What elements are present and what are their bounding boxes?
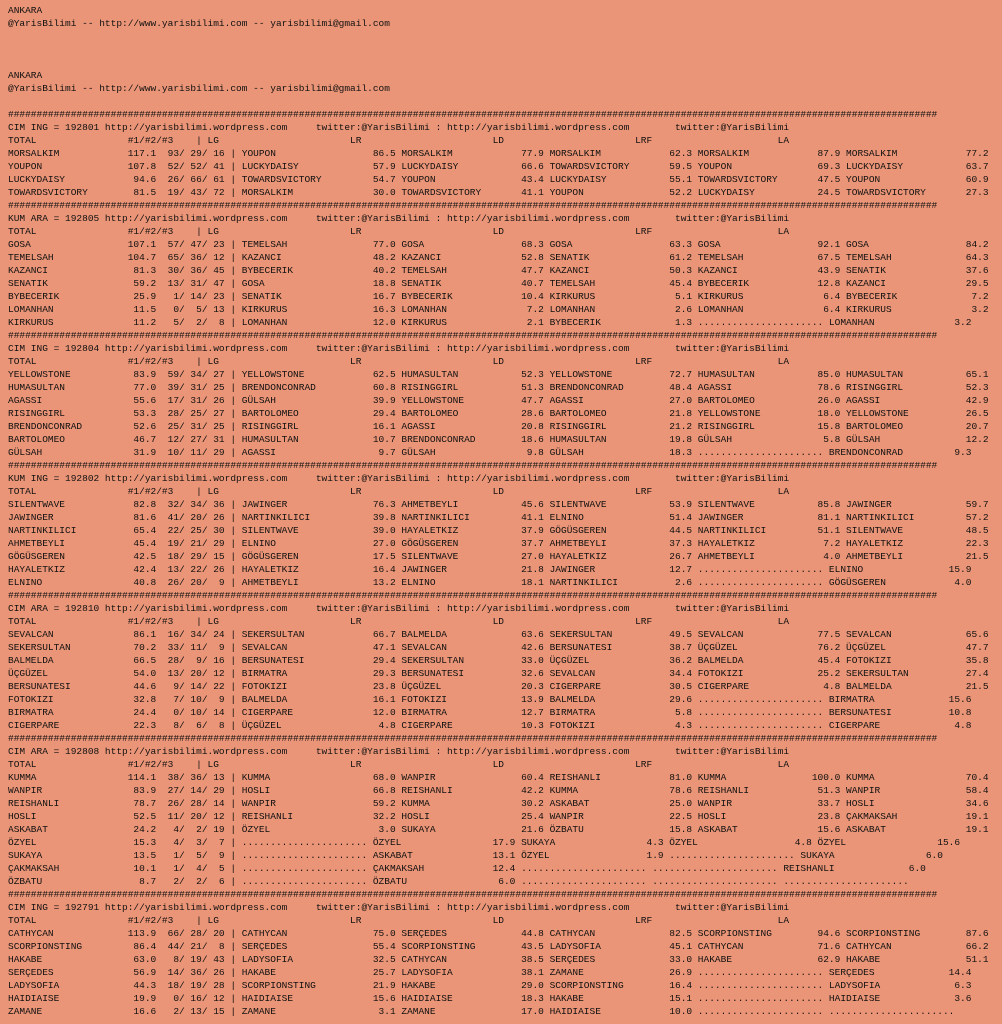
report-line: KUM ING = 192802 http://yarisbilimi.wordpress.com twitter:@YarisBilimi : http://yarisbilimi.wordpress.com twitter:@YarisBilimi xyxy=(8,473,790,484)
report-line: ELNINO 40.8 26/ 20/ 9 | AHMETBEYLI 13.2 ELNINO 18.1 NARTINKILICI 2.6 ...................... GÖGÜSGEREN 4.0 xyxy=(8,577,972,588)
separator-line: ################################################################################################################################################################### xyxy=(8,330,938,341)
report-line: SENATIK 59.2 13/ 31/ 47 | GOSA 18.8 SENATIK 40.7 TEMELSAH 45.4 BYBECERIK 12.8 KAZANCI 29.5 xyxy=(8,278,989,289)
report-line: CIM ARA = 192808 http://yarisbilimi.wordpress.com twitter:@YarisBilimi : http://yarisbilimi.wordpress.com twitter:@YarisBilimi xyxy=(8,746,790,757)
report-line: CIGERPARE 22.3 8/ 6/ 8 | ÜÇGÜZEL 4.8 CIGERPARE 10.3 FOTOKIZI 4.3 ...................... CIGERPARE 4.8 xyxy=(8,720,972,731)
report-line: SERÇEDES 56.9 14/ 36/ 26 | HAKABE 25.7 LADYSOFIA 38.1 ZAMANE 26.9 ...................... SERÇEDES 14.4 xyxy=(8,967,972,978)
report-line: ÜÇGÜZEL 54.0 13/ 20/ 12 | BIRMATRA 29.3 BERSUNATESI 32.6 SEVALCAN 34.4 FOTOKIZI 25.2 SEKERSULTAN 27.4 xyxy=(8,668,989,679)
report-line: BIRMATRA 24.4 0/ 10/ 14 | CIGERPARE 12.0 BIRMATRA 12.7 BIRMATRA 5.8 ...................... BERSUNATESI 10.8 xyxy=(8,707,972,718)
report-line: KUMMA 114.1 38/ 36/ 13 | KUMMA 68.0 WANPIR 60.4 REISHANLI 81.0 KUMMA 100.0 KUMMA 70.4 xyxy=(8,772,989,783)
report-line: ANKARA xyxy=(8,5,43,16)
report-line: TOTAL #1/#2/#3 | LG LR LD LRF LA xyxy=(8,759,790,770)
separator-line: ################################################################################################################################################################### xyxy=(8,733,938,744)
report-line: TOTAL #1/#2/#3 | LG LR LD LRF LA xyxy=(8,226,790,237)
report-line: HAKABE 63.0 8/ 19/ 43 | LADYSOFIA 32.5 CATHYCAN 38.5 SERÇEDES 33.0 HAKABE 62.9 HAKABE 51.1 xyxy=(8,954,989,965)
report-line: HUMASULTAN 77.0 39/ 31/ 25 | BRENDONCONRAD 60.8 RISINGGIRL 51.3 BRENDONCONRAD 48.4 AGASSI 78.6 RISINGGIRL 52.3 xyxy=(8,382,989,393)
report-line: GÖGÜSGEREN 42.5 18/ 29/ 15 | GÖGÜSGEREN 17.5 SILENTWAVE 27.0 HAYALETKIZ 26.7 AHMETBEYLI 4.0 AHMETBEYLI 21.5 xyxy=(8,551,989,562)
report-line: @YarisBilimi -- http://www.yarisbilimi.com -- yarisbilimi@gmail.com xyxy=(8,18,390,29)
report-line: HOSLI 52.5 11/ 20/ 12 | REISHANLI 32.2 HOSLI 25.4 WANPIR 22.5 HOSLI 23.8 ÇAKMAKSAH 19.1 xyxy=(8,811,989,822)
report-line: SILENTWAVE 82.8 32/ 34/ 36 | JAWINGER 76.3 AHMETBEYLI 45.6 SILENTWAVE 53.9 SILENTWAVE 85.8 JAWINGER 59.7 xyxy=(8,499,989,510)
report-line: HAIDIAISE 19.9 0/ 16/ 12 | HAIDIAISE 15.6 HAIDIAISE 18.3 HAKABE 15.1 ...................... HAIDIAISE 3.6 xyxy=(8,993,972,1004)
report-line: JAWINGER 81.6 41/ 20/ 26 | NARTINKILICI 39.8 NARTINKILICI 41.1 ELNINO 51.4 JAWINGER 81.1 NARTINKILICI 57.2 xyxy=(8,512,989,523)
race-report-text xyxy=(8,4,989,1018)
separator-line: ################################################################################################################################################################### xyxy=(8,109,938,120)
report-line: AGASSI 55.6 17/ 31/ 26 | GÜLSAH 39.9 YELLOWSTONE 47.7 AGASSI 27.0 BARTOLOMEO 26.0 AGASSI 42.9 xyxy=(8,395,989,406)
report-line: BARTOLOMEO 46.7 12/ 27/ 31 | HUMASULTAN 10.7 BRENDONCONRAD 18.6 HUMASULTAN 19.8 GÜLSAH 5.8 GÜLSAH 12.2 xyxy=(8,434,989,445)
report-line: ANKARA xyxy=(8,70,43,81)
report-line: @YarisBilimi -- http://www.yarisbilimi.com -- yarisbilimi@gmail.com xyxy=(8,83,390,94)
report-line: ZAMANE 16.6 2/ 13/ 15 | ZAMANE 3.1 ZAMANE 17.0 HAIDIAISE 10.0 ...................... ...................... xyxy=(8,1006,955,1017)
report-line: TOTAL #1/#2/#3 | LG LR LD LRF LA xyxy=(8,616,790,627)
report-line: LADYSOFIA 44.3 18/ 19/ 28 | SCORPIONSTING 21.9 HAKABE 29.0 SCORPIONSTING 16.4 ...................... LADYSOFIA 6.3 xyxy=(8,980,972,991)
report-line: KAZANCI 81.3 30/ 36/ 45 | BYBECERIK 40.2 TEMELSAH 47.7 KAZANCI 50.3 KAZANCI 43.9 SENATIK 37.6 xyxy=(8,265,989,276)
report-line: HAYALETKIZ 42.4 13/ 22/ 26 | HAYALETKIZ 16.4 JAWINGER 21.8 JAWINGER 12.7 ...................... ELNINO 15.9 xyxy=(8,564,972,575)
report-line: TOTAL #1/#2/#3 | LG LR LD LRF LA xyxy=(8,356,790,367)
report-line: REISHANLI 78.7 26/ 28/ 14 | WANPIR 59.2 KUMMA 30.2 ASKABAT 25.0 WANPIR 33.7 HOSLI 34.6 xyxy=(8,798,989,809)
report-line: ÖZYEL 15.3 4/ 3/ 7 | ...................... ÖZYEL 17.9 SUKAYA 4.3 ÖZYEL 4.8 ÖZYEL 15.6 xyxy=(8,837,961,848)
report-line xyxy=(8,43,989,56)
report-line: TOTAL #1/#2/#3 | LG LR LD LRF LA xyxy=(8,135,790,146)
report-line: CIM ING = 192801 http://yarisbilimi.wordpress.com twitter:@YarisBilimi : http://yarisbilimi.wordpress.com twitter:@YarisBilimi xyxy=(8,122,790,133)
report-line: TEMELSAH 104.7 65/ 36/ 12 | KAZANCI 48.2 KAZANCI 52.8 SENATIK 61.2 TEMELSAH 67.5 TEMELSAH 64.3 xyxy=(8,252,989,263)
report-line: WANPIR 83.9 27/ 14/ 29 | HOSLI 66.8 REISHANLI 42.2 KUMMA 78.6 REISHANLI 51.3 WANPIR 58.4 xyxy=(8,785,989,796)
report-line: FOTOKIZI 32.8 7/ 10/ 9 | BALMELDA 16.1 FOTOKIZI 13.9 BALMELDA 29.6 ...................... BIRMATRA 15.6 xyxy=(8,694,972,705)
separator-line: ################################################################################################################################################################### xyxy=(8,200,938,211)
report-line: LOMANHAN 11.5 0/ 5/ 13 | KIRKURUS 16.3 LOMANHAN 7.2 LOMANHAN 2.6 LOMANHAN 6.4 KIRKURUS 3.2 xyxy=(8,304,989,315)
report-line: SUKAYA 13.5 1/ 5/ 9 | ...................... ASKABAT 13.1 ÖZYEL 1.9 ...................... SUKAYA 6.0 xyxy=(8,850,943,861)
report-line: CIM ARA = 192810 http://yarisbilimi.wordpress.com twitter:@YarisBilimi : http://yarisbilimi.wordpress.com twitter:@YarisBilimi xyxy=(8,603,790,614)
report-line: SCORPIONSTING 86.4 44/ 21/ 8 | SERÇEDES 55.4 SCORPIONSTING 43.5 LADYSOFIA 45.1 CATHYCAN 71.6 CATHYCAN 66.2 xyxy=(8,941,989,952)
report-line: CIM ING = 192791 http://yarisbilimi.wordpress.com twitter:@YarisBilimi : http://yarisbilimi.wordpress.com twitter:@YarisBilimi xyxy=(8,902,790,913)
report-line: BERSUNATESI 44.6 9/ 14/ 22 | FOTOKIZI 23.8 ÜÇGÜZEL 20.3 CIGERPARE 30.5 CIGERPARE 4.8 BALMELDA 21.5 xyxy=(8,681,989,692)
report-line: KUM ARA = 192805 http://yarisbilimi.wordpress.com twitter:@YarisBilimi : http://yarisbilimi.wordpress.com twitter:@YarisBilimi xyxy=(8,213,790,224)
report-line: CATHYCAN 113.9 66/ 28/ 20 | CATHYCAN 75.0 SERÇEDES 44.8 CATHYCAN 82.5 SCORPIONSTING 94.6 SCORPIONSTING 87.6 xyxy=(8,928,989,939)
report-line: CIM ING = 192804 http://yarisbilimi.wordpress.com twitter:@YarisBilimi : http://yarisbilimi.wordpress.com twitter:@YarisBilimi xyxy=(8,343,790,354)
report-line: BRENDONCONRAD 52.6 25/ 31/ 25 | RISINGGIRL 16.1 AGASSI 20.8 RISINGGIRL 21.2 RISINGGIRL 15.8 BARTOLOMEO 20.7 xyxy=(8,421,989,432)
report-line xyxy=(8,56,989,69)
report-line: KIRKURUS 11.2 5/ 2/ 8 | LOMANHAN 12.0 KIRKURUS 2.1 BYBECERIK 1.3 ...................... LOMANHAN 3.2 xyxy=(8,317,972,328)
report-line: AHMETBEYLI 45.4 19/ 21/ 29 | ELNINO 27.0 GÖGÜSGEREN 37.7 AHMETBEYLI 37.3 HAYALETKIZ 7.2 HAYALETKIZ 22.3 xyxy=(8,538,989,549)
report-line: BALMELDA 66.5 28/ 9/ 16 | BERSUNATESI 29.4 SEKERSULTAN 33.0 ÜÇGÜZEL 36.2 BALMELDA 45.4 FOTOKIZI 35.8 xyxy=(8,655,989,666)
report-line: TOTAL #1/#2/#3 | LG LR LD LRF LA xyxy=(8,486,790,497)
separator-line: ################################################################################################################################################################### xyxy=(8,889,938,900)
report-line: YELLOWSTONE 83.9 59/ 34/ 27 | YELLOWSTONE 62.5 HUMASULTAN 52.3 YELLOWSTONE 72.7 HUMASULTAN 85.0 HUMASULTAN 65.1 xyxy=(8,369,989,380)
report-line xyxy=(8,95,989,108)
report-line: GOSA 107.1 57/ 47/ 23 | TEMELSAH 77.0 GOSA 68.3 GOSA 63.3 GOSA 92.1 GOSA 84.2 xyxy=(8,239,989,250)
separator-line: ################################################################################################################################################################### xyxy=(8,460,938,471)
report-line: ASKABAT 24.2 4/ 2/ 19 | ÖZYEL 3.0 SUKAYA 21.6 ÖZBATU 15.8 ASKABAT 15.6 ASKABAT 19.1 xyxy=(8,824,989,835)
report-line: SEVALCAN 86.1 16/ 34/ 24 | SEKERSULTAN 66.7 BALMELDA 63.6 SEKERSULTAN 49.5 SEVALCAN 77.5 SEVALCAN 65.6 xyxy=(8,629,989,640)
report-line: RISINGGIRL 53.3 28/ 25/ 27 | BARTOLOMEO 29.4 BARTOLOMEO 28.6 BARTOLOMEO 21.8 YELLOWSTONE 18.0 YELLOWSTONE 26.5 xyxy=(8,408,989,419)
separator-line: ################################################################################################################################################################### xyxy=(8,590,938,601)
report-line xyxy=(8,30,989,43)
report-line: TOWARDSVICTORY 81.5 19/ 43/ 72 | MORSALKIM 30.0 TOWARDSVICTORY 41.1 YOUPON 52.2 LUCKYDAISY 24.5 TOWARDSVICTORY 27.3 xyxy=(8,187,989,198)
report-line: GÜLSAH 31.9 10/ 11/ 29 | AGASSI 9.7 GÜLSAH 9.8 GÜLSAH 18.3 ...................... BRENDONCONRAD 9.3 xyxy=(8,447,972,458)
report-line: TOTAL #1/#2/#3 | LG LR LD LRF LA xyxy=(8,915,790,926)
report-line: ÇAKMAKSAH 10.1 1/ 4/ 5 | ...................... ÇAKMAKSAH 12.4 ...................... ...................... REISHANLI 6.0 xyxy=(8,863,926,874)
report-line: BYBECERIK 25.9 1/ 14/ 23 | SENATIK 16.7 BYBECERIK 10.4 KIRKURUS 5.1 KIRKURUS 6.4 BYBECERIK 7.2 xyxy=(8,291,989,302)
report-line: YOUPON 107.8 52/ 52/ 41 | LUCKYDAISY 57.9 LUCKYDAISY 66.6 TOWARDSVICTORY 59.5 YOUPON 69.3 LUCKYDAISY 63.7 xyxy=(8,161,989,172)
report-line: SEKERSULTAN 70.2 33/ 11/ 9 | SEVALCAN 47.1 SEVALCAN 42.6 BERSUNATESI 38.7 ÜÇGÜZEL 76.2 ÜÇGÜZEL 47.7 xyxy=(8,642,989,653)
report-line: ÖZBATU 8.7 2/ 2/ 6 | ...................... ÖZBATU 6.0 ...................... ...................... ...................... xyxy=(8,876,909,887)
report-line: MORSALKIM 117.1 93/ 29/ 16 | YOUPON 86.5 MORSALKIM 77.9 MORSALKIM 62.3 MORSALKIM 87.9 MORSALKIM 77.2 xyxy=(8,148,989,159)
report-line: NARTINKILICI 65.4 22/ 25/ 30 | SILENTWAVE 39.0 HAYALETKIZ 37.9 GÖGÜSGEREN 44.5 NARTINKILICI 51.1 SILENTWAVE 48.5 xyxy=(8,525,989,536)
report-line: LUCKYDAISY 94.6 26/ 66/ 61 | TOWARDSVICTORY 54.7 YOUPON 43.4 LUCKYDAISY 55.1 TOWARDSVICTORY 47.5 YOUPON 60.9 xyxy=(8,174,989,185)
